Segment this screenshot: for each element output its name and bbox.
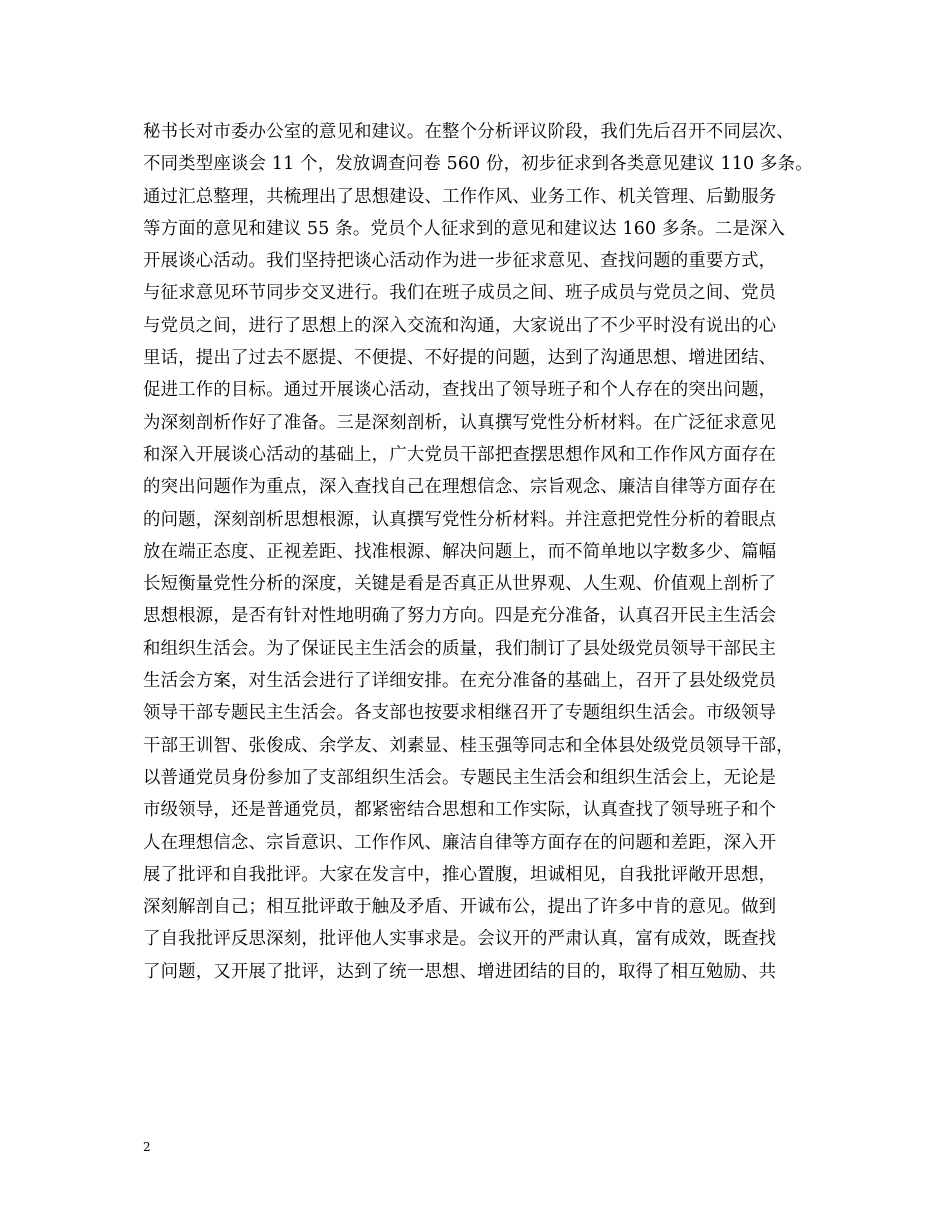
body-text (143, 116, 843, 988)
text-line: 等方面的意见和建议 55 条。党员个人征求到的意见和建议达 160 多条。二是深入 (143, 218, 786, 239)
text-line: 不同类型座谈会 11 个，发放调查问卷 560 份，初步征求到各类意见建议 110 多条。 (143, 154, 813, 175)
text-line: 干部王训智、张俊成、余学友、刘素显、桂玉强等同志和全体县处级党员领导干部， (143, 735, 794, 756)
text-line: 市级领导，还是普通党员，都紧密结合思想和工作实际，认真查找了领导班子和个 (143, 800, 777, 821)
page-number: 2 (143, 1140, 151, 1154)
text-line: 思想根源，是否有针对性地明确了努力方向。四是充分准备，认真召开民主生活会 (143, 606, 777, 627)
text-line: 与征求意见环节同步交叉进行。我们在班子成员之间、班子成员与党员之间、党员 (143, 283, 777, 304)
text-line: 长短衡量党性分析的深度，关键是看是否真正从世界观、人生观、价值观上剖析了 (143, 574, 777, 595)
text-line: 人在理想信念、宗旨意识、工作作风、廉洁自律等方面存在的问题和差距，深入开 (143, 832, 777, 853)
text-line: 了问题，又开展了批评，达到了统一思想、增进团结的目的，取得了相互勉励、共 (143, 961, 777, 982)
text-line: 与党员之间，进行了思想上的深入交流和沟通，大家说出了不少平时没有说出的心 (143, 315, 777, 336)
text-line: 展了批评和自我批评。大家在发言中，推心置腹，坦诚相见，自我批评敞开思想， (143, 864, 777, 885)
text-line: 开展谈心活动。我们坚持把谈心活动作为进一步征求意见、查找问题的重要方式， (143, 251, 777, 272)
text-line: 的问题，深刻剖析思想根源，认真撰写党性分析材料。并注意把党性分析的着眼点 (143, 509, 777, 530)
text-line: 了自我批评反思深刻，批评他人实事求是。会议开的严肃认真，富有成效，既查找 (143, 929, 777, 950)
text-line: 里话，提出了过去不愿提、不便提、不好提的问题，达到了沟通思想、增进团结、 (143, 348, 777, 369)
text-line: 以普通党员身份参加了支部组织生活会。专题民主生活会和组织生活会上，无论是 (143, 767, 777, 788)
text-line: 通过汇总整理，共梳理出了思想建设、工作作风、业务工作、机关管理、后勤服务 (143, 186, 777, 207)
text-line: 深刻解剖自己；相互批评敢于触及矛盾、开诚布公，提出了许多中肯的意见。做到 (143, 897, 777, 918)
text-line: 领导干部专题民主生活会。各支部也按要求相继召开了专题组织生活会。市级领导 (143, 703, 777, 724)
text-line: 为深刻剖析作好了准备。三是深刻剖析，认真撰写党性分析材料。在广泛征求意见 (143, 412, 777, 433)
text-line: 的突出问题作为重点，深入查找自己在理想信念、宗旨观念、廉洁自律等方面存在 (143, 477, 777, 498)
text-line: 促进工作的目标。通过开展谈心活动，查找出了领导班子和个人存在的突出问题， (143, 380, 777, 401)
text-line: 和组织生活会。为了保证民主生活会的质量，我们制订了县处级党员领导干部民主 (143, 638, 777, 659)
text-line: 秘书长对市委办公室的意见和建议。在整个分析评议阶段，我们先后召开不同层次、 (143, 122, 794, 142)
text-line: 放在端正态度、正视差距、找准根源、解决问题上，而不简单地以字数多少、篇幅 (143, 541, 777, 562)
text-line: 生活会方案，对生活会进行了详细安排。在充分准备的基础上，召开了县处级党员 (143, 671, 777, 692)
text-line: 和深入开展谈心活动的基础上，广大党员干部把查摆思想作风和工作作风方面存在 (143, 444, 777, 465)
